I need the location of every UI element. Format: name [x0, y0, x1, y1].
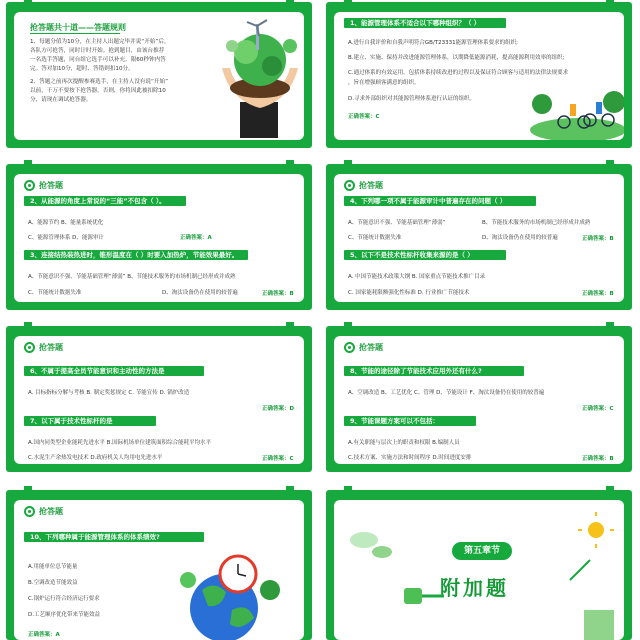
question-6: 6、不属于提高全员节能意识和主动性的方法是	[24, 366, 204, 376]
slide-rules[interactable]	[6, 2, 312, 148]
slide-question-10[interactable]	[6, 490, 312, 640]
option-ab: A、能源节约 B、能量系统优化	[28, 220, 104, 226]
slide-header: 抢答题	[24, 180, 63, 191]
slide-pin	[286, 160, 294, 170]
option-c-cont: ，旨在增强顾客满意的组织。	[348, 80, 420, 86]
option-b: B.建立、实施、保持并改进能源管理体系，以期降低能源消耗，提高能源利用效率的组织;	[348, 55, 565, 61]
slide-chapter-extra[interactable]	[326, 490, 632, 640]
slide-pin	[286, 486, 294, 496]
slide-pin	[606, 0, 614, 8]
cyclists-illustration	[530, 82, 624, 140]
option-a: A、节能意识不强、节能基础管理“薄弱”	[348, 220, 446, 226]
slide-pin	[606, 486, 614, 496]
question-10: 10、下列哪种属于能源管理体系的体系绩效?	[24, 532, 204, 542]
question-9: 9、节能课题方案可以不包括：	[344, 416, 476, 426]
slide-pin	[24, 0, 32, 8]
option-d: D.工艺顺序优化带来节能效益	[28, 612, 100, 618]
question-7: 7、以下属于技术性标杆的是	[24, 416, 156, 426]
slide-pin	[24, 486, 32, 496]
option-c: C、节能统计数据失准	[28, 290, 82, 296]
slide-pin	[606, 160, 614, 170]
slide-question-4-5[interactable]	[326, 164, 632, 310]
option-c: C.通过体系的有效运用，包括体系持续改进的过程以及保证符合顾客与适用的法律法规要求	[348, 70, 569, 76]
rules-title: 抢答题共十道——答题规则	[30, 23, 126, 32]
logo-icon	[24, 506, 35, 517]
sun-plug-illustration	[334, 500, 624, 640]
answer: 正确答案：B	[262, 291, 294, 297]
option-abcdf: A、空调改造 B、工艺优化 C、管理 D、节能设计 F、淘汰设备仍在使用的较普遍	[348, 390, 545, 396]
option-abcd: A. 目标指标分解与考核 B. 制定奖惩规定 C. 节能宣传 D. 锅炉改造	[28, 390, 190, 396]
slide-pin	[286, 322, 294, 332]
option-ab: A. 中国节能技术政策大纲 B. 国家重点节能技术推广目录	[348, 274, 486, 280]
option-b: B、节能技术服务的市场机制已经形成并成熟	[482, 220, 591, 226]
answer: 正确答案：C	[348, 114, 380, 120]
answer: 正确答案：B	[582, 236, 614, 242]
option-c: C.锅炉运行符合经济运行要求	[28, 596, 100, 602]
option-a: A.用能单位总节能量	[28, 564, 78, 570]
logo-icon	[24, 180, 35, 191]
slide-header: 抢答题	[344, 180, 383, 191]
logo-icon	[344, 180, 355, 191]
slide-question-8-9[interactable]	[326, 326, 632, 472]
slide-pin	[24, 160, 32, 170]
option-c: C、节能统计数据失准	[348, 235, 402, 241]
option-cd: C. 国家能耗限额强化性标准 D. 行业推广节能技术	[348, 290, 470, 296]
option-ab: A.国内同类型企业能耗先进水平 B.国际机场单位建筑面积综合能耗平均水平	[28, 440, 212, 446]
question-5: 5、以下不是技术性标杆收集来源的是（ ）	[344, 250, 506, 260]
slide-pin	[344, 322, 352, 332]
option-b: B.空调改造节能效益	[28, 580, 78, 586]
slide-question-1[interactable]	[326, 2, 632, 148]
rule-2: 2、答题之前再次提醒参赛选手，在主持人没有说“开始” 以前，千万不要按下抢答器，否则，你将因此被扣除10 分，请现在调试抢答器。	[30, 79, 169, 103]
question-1: 1、能源管理体系不适合以下哪种组织？（ ）	[344, 18, 506, 28]
option-cd: C.水泥生产余热发电技术 D.政府机关人均用电先进水平	[28, 455, 163, 461]
chapter-title: 附加题	[440, 576, 509, 600]
option-ab: A.有关职能与层次上的职责和权限 B.编制人员	[348, 440, 460, 446]
slide-pin	[344, 0, 352, 8]
option-d: D、淘汰设备仍在使用的较普遍	[482, 235, 558, 241]
slide-pin	[344, 486, 352, 496]
option-cd: C.技术方案、实施方法和时间程序 D.时间进度安排	[348, 455, 472, 461]
slide-question-2-3[interactable]	[6, 164, 312, 310]
answer: 正确答案：C	[582, 406, 614, 412]
slide-pin	[606, 322, 614, 332]
answer: 正确答案：A	[28, 632, 60, 638]
answer: 正确答案：B	[582, 456, 614, 462]
earth-clock-illustration	[174, 550, 284, 640]
chapter-badge: 第五章节	[452, 542, 512, 560]
answer: 正确答案：D	[262, 406, 295, 412]
slide-pin	[24, 322, 32, 332]
answer: 正确答案：A	[180, 235, 212, 241]
slide-pin	[286, 0, 294, 8]
option-d: D、淘汰设备仍在使用的较普遍	[162, 290, 238, 296]
title-underline	[30, 33, 120, 34]
logo-icon	[344, 342, 355, 353]
option-d: D.寻求外部组织对其能源管理体系进行认证的组织。	[348, 96, 475, 102]
slide-header: 抢答题	[24, 506, 63, 517]
question-3: 3、连接结热装热进时，锥形温度在（ ）时要入加热炉，节能效果最好。	[24, 250, 248, 260]
answer: 正确答案：C	[262, 456, 294, 462]
question-8: 8、节能的途径除了节能技术应用外还有什么?	[344, 366, 524, 376]
option-ab: A、节能意识不强、节能基础管理“薄弱” B、节能技术服务的市场机制已经形成并成熟	[28, 274, 236, 280]
rule-1: 1、每题分值为10分，在主持人出题完毕并说“开始”后， 各队方可抢答，同时计时开始。抢到题目，由该台推荐 一名选手答题，同台组它选手可以补充。限60秒钟内答 完。答对加10分，超时、答错则扣10分。	[30, 39, 170, 72]
logo-icon	[24, 342, 35, 353]
question-2: 2、从能源的角度上常说的“三能”不包含（ ）。	[24, 196, 186, 206]
slide-pin	[344, 160, 352, 170]
option-a: A.进行自我评价和自我声明符合GB/T23331能源管理体系要求的组织;	[348, 40, 519, 46]
slide-question-6-7[interactable]	[6, 326, 312, 472]
earth-hands-illustration	[210, 16, 304, 138]
answer: 正确答案：B	[582, 291, 614, 297]
question-4: 4、下列哪一项不属于能源审计中普遍存在的问题（ ）	[344, 196, 536, 206]
slide-header: 抢答题	[344, 342, 383, 353]
slide-header: 抢答题	[24, 342, 63, 353]
option-cd: C、能源管理体系 D、能源审计	[28, 235, 104, 241]
